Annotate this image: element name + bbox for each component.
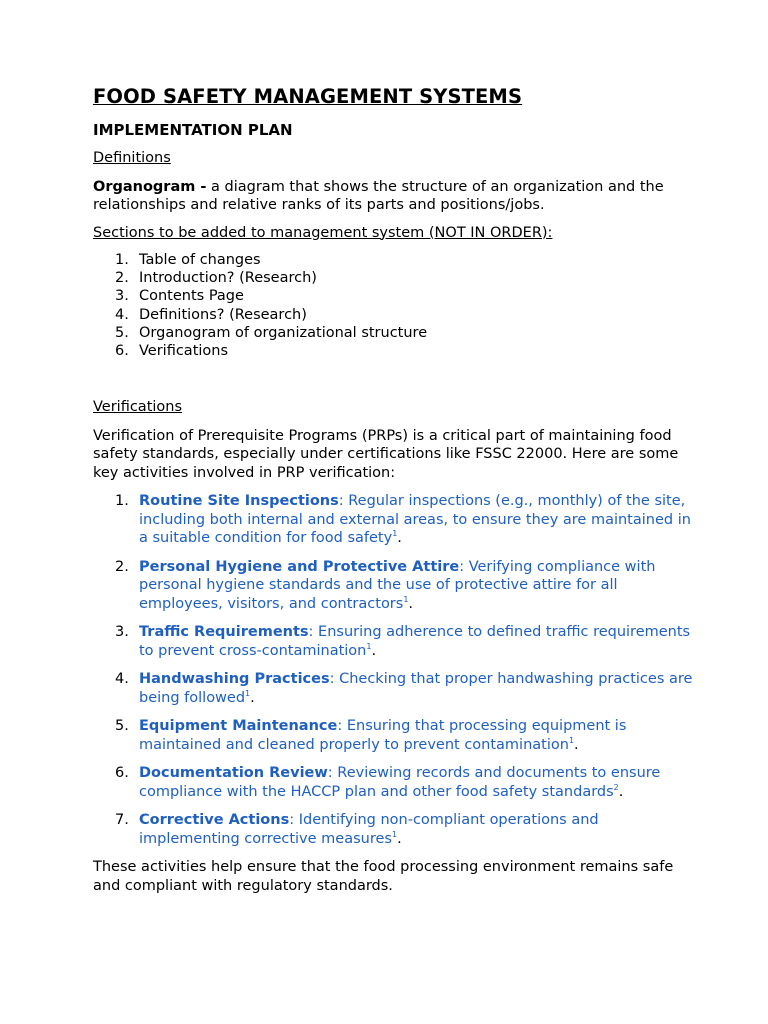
activity-item (115, 717, 693, 754)
list-item (115, 269, 693, 287)
list-item-text: Contents Page (139, 288, 244, 305)
activity-term: Equipment Maintenance (139, 718, 338, 735)
list-item-text: Verifications (139, 343, 229, 360)
activity-number: 6. (115, 765, 129, 782)
activity-reference: 1 (392, 529, 398, 539)
organogram-definition-text: a diagram that shows the structure of an organization and the relationships and relative ranks of its parts and positions/jobs. (93, 178, 664, 213)
list-item (115, 324, 693, 342)
activity-reference: 1 (391, 829, 398, 839)
activity-number: 1. (115, 493, 129, 510)
activity-item (115, 764, 693, 801)
list-item-number: 6. (115, 343, 129, 360)
activity-end: . (371, 642, 377, 659)
list-item-text: Definitions? (Research) (139, 306, 307, 323)
activity-end: . (397, 830, 402, 847)
activity-number: 5. (115, 718, 129, 735)
definitions-heading: Definitions (93, 150, 171, 166)
activity-term: Corrective Actions (139, 812, 290, 829)
list-item-text: Organogram of organizational structure (139, 324, 428, 341)
sections-list (93, 251, 693, 360)
activity-reference: 1 (245, 688, 251, 698)
activity-reference: 2 (613, 782, 619, 792)
activity-item (115, 492, 693, 548)
list-item-number: 4. (115, 306, 129, 323)
activity-number: 7. (115, 812, 129, 829)
activity-end: . (397, 530, 402, 547)
list-item-text: Introduction? (Research) (139, 270, 317, 287)
list-item-number: 2. (115, 270, 129, 287)
verifications-heading: Verifications (93, 399, 183, 416)
activity-item (115, 623, 693, 660)
activity-reference: 1 (366, 641, 372, 651)
activity-reference: 1 (403, 594, 409, 604)
organogram-definition (93, 178, 693, 215)
closing-paragraph: These activities help ensure that the food processing environment remains safe and compliant with regulatory standards. (93, 859, 674, 894)
sections-label: Sections to be added to management system (NOT IN ORDER): (93, 224, 553, 241)
activity-number: 4. (115, 671, 129, 688)
list-item (115, 306, 693, 324)
document-subtitle: IMPLEMENTATION PLAN (93, 121, 293, 139)
activity-term: Personal Hygiene and Protective Attire (139, 558, 460, 575)
list-item (115, 287, 693, 305)
activity-term: Traffic Requirements (139, 624, 309, 641)
activity-description: : Ensuring that processing equipment is maintained and cleaned properly to prevent contamination (139, 718, 627, 753)
activity-number: 2. (115, 558, 129, 575)
list-item-text: Table of changes (139, 252, 261, 268)
list-item-number: 1. (115, 252, 129, 268)
activity-number: 3. (115, 624, 129, 641)
activity-description: : Identifying non-compliant operations and implementing corrective measures (139, 812, 599, 847)
activity-end: . (408, 595, 414, 612)
activity-item (115, 811, 693, 848)
activity-term: Documentation Review (139, 765, 328, 782)
activity-description: : Verifying compliance with personal hygiene standards and the use of protective attire for all employees, visitors, and contractors (139, 558, 656, 612)
activity-description: : Reviewing records and documents to ensure compliance with the HACCP plan and other food safety standards (139, 765, 661, 800)
activity-item (115, 670, 693, 707)
document-title: FOOD SAFETY MANAGEMENT SYSTEMS (93, 85, 523, 108)
verifications-intro: Verification of Prerequisite Programs (PRPs) is a critical part of maintaining food safety standards, especially under certifications like FSSC 22000. Here are some key activities involved in PRP verification: (93, 427, 679, 481)
organogram-term: Organogram - (93, 178, 207, 195)
list-item-number: 3. (115, 288, 129, 305)
activity-end: . (618, 783, 624, 800)
activity-description: : Regular inspections (e.g., monthly) of the site, including both internal and external areas, to ensure they are maintained in a suitable condition for food safety (139, 493, 691, 547)
activity-description: : Checking that proper handwashing practices are being followed (139, 671, 693, 706)
activity-description: : Ensuring adherence to defined traffic requirements to prevent cross-contamination (139, 624, 691, 659)
document-page (93, 84, 693, 895)
activity-term: Handwashing Practices (139, 671, 330, 688)
list-item (115, 251, 693, 269)
list-item-number: 5. (115, 324, 129, 341)
verification-activities-list (93, 492, 693, 848)
activity-term: Routine Site Inspections (139, 493, 339, 510)
activity-end: . (250, 689, 255, 706)
activity-reference: 1 (568, 735, 575, 745)
activity-item (115, 558, 693, 614)
activity-end: . (574, 736, 579, 753)
list-item (115, 342, 693, 360)
